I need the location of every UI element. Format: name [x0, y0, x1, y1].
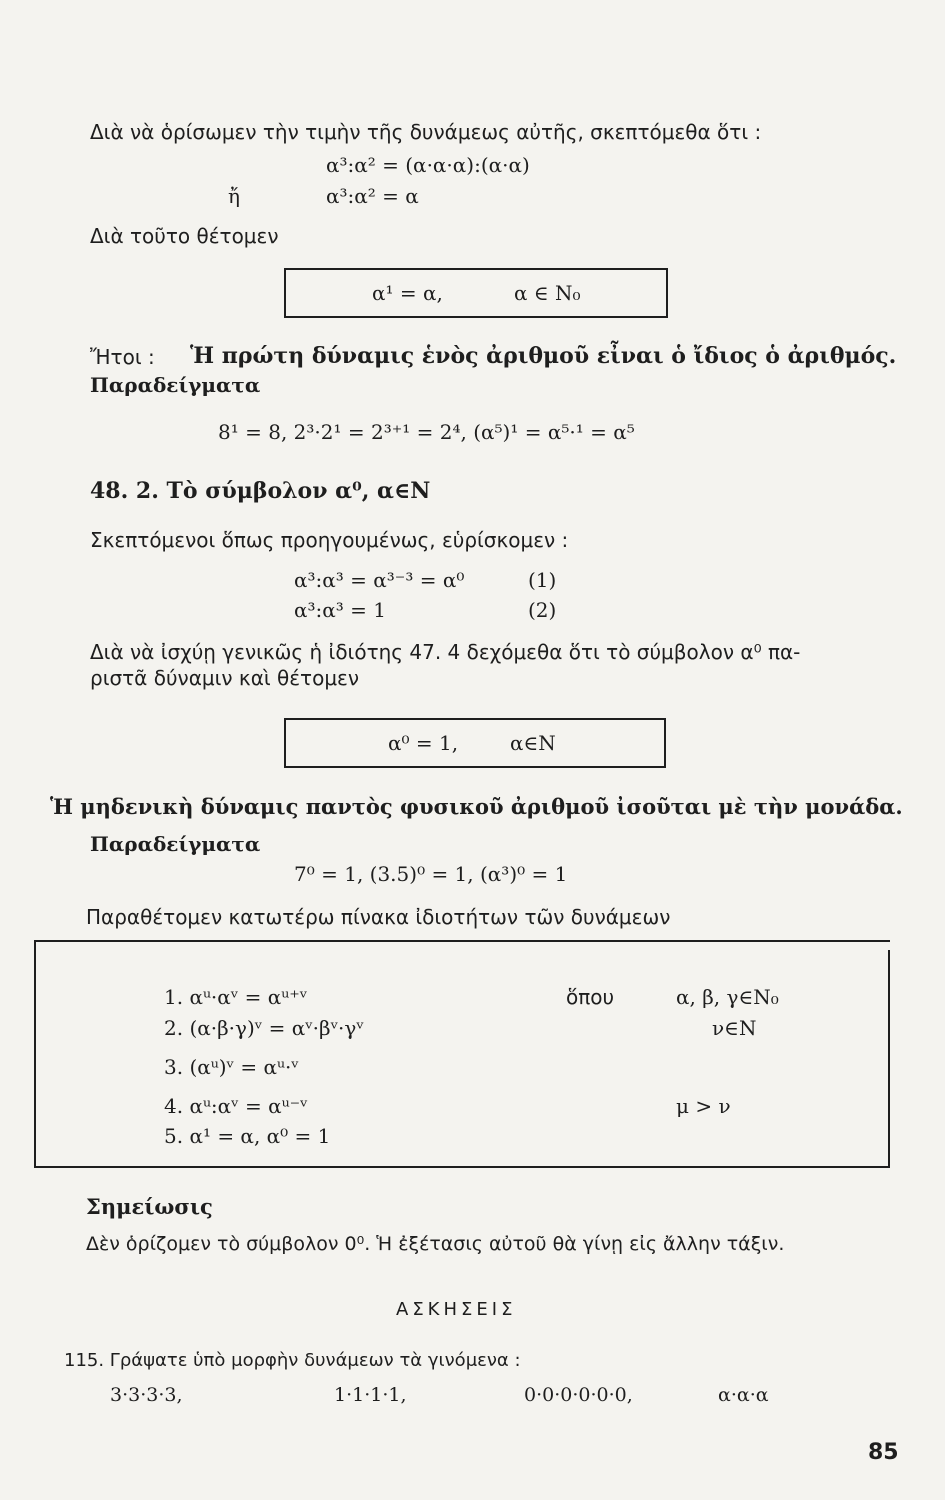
table-right-rule [888, 950, 890, 1168]
section-heading: 48. 2. Τὸ σύμβολον α⁰, α∈N [90, 478, 431, 504]
box1-formula: α¹ = α, [372, 281, 443, 305]
property-1: 1. αᵘ·αᵛ = αᵘ⁺ᵛ [164, 985, 308, 1009]
equation-3: α³:α³ = α³⁻³ = α⁰ [294, 568, 465, 592]
exercise-item-4: α·α·α [718, 1384, 769, 1406]
paragraph-2-line-1: Διὰ νὰ ἰσχύῃ γενικῶς ἡ ἰδιότης 47. 4 δεχόμεθα ὅτι τὸ σύμβολον α⁰ πα- [90, 640, 801, 664]
examples-1: 8¹ = 8, 2³·2¹ = 2³⁺¹ = 2⁴, (α⁵)¹ = α⁵·¹ = α⁵ [218, 420, 635, 444]
box2-condition: α∈N [510, 731, 556, 755]
definition-box-2 [284, 718, 666, 768]
equation-4-number: (2) [528, 598, 557, 622]
page-number: 85 [868, 1440, 899, 1465]
property-4: 4. αᵘ:αᵛ = αᵘ⁻ᵛ [164, 1094, 308, 1118]
where-condition-1: α, β, γ∈N₀ [676, 985, 779, 1009]
equation-4: α³:α³ = 1 [294, 598, 386, 622]
examples-heading-1: Παραδείγματα [90, 373, 261, 397]
exercise-item-2: 1·1·1·1, [334, 1384, 407, 1406]
table-intro: Παραθέτομεν κατωτέρω πίνακα ἰδιοτήτων τῶν δυνάμεων [86, 905, 671, 929]
property-2: 2. (α·β·γ)ᵛ = αᵛ·βᵛ·γᵛ [164, 1016, 364, 1040]
paragraph-2-line-2: ριστᾶ δύναμιν καὶ θέτομεν [90, 666, 360, 690]
statement-1: Ἡ πρώτη δύναμις ἑνὸς ἀριθμοῦ εἶναι ὁ ἴδιος ὁ ἀριθμός. [190, 343, 897, 369]
thinking-line: Σκεπτόμενοι ὅπως προηγουμένως, εὑρίσκομεν : [90, 528, 569, 552]
equation-3-number: (1) [528, 568, 557, 592]
equation-2: α³:α² = α [326, 184, 419, 208]
property-3: 3. (αᵘ)ᵛ = αᵘ·ᵛ [164, 1055, 299, 1079]
exercises-heading: ΑΣΚΗΣΕΙΣ [396, 1299, 517, 1320]
definition-box-1 [284, 268, 668, 318]
where-condition-3: μ > ν [676, 1094, 731, 1118]
exercise-115: 115. Γράψατε ὑπὸ μορφὴν δυνάμεων τὰ γινόμενα : [64, 1350, 521, 1371]
box1-condition: α ∈ N₀ [514, 281, 581, 305]
box2-formula: α⁰ = 1, [388, 731, 459, 755]
where-label: ὅπου [566, 985, 615, 1009]
where-condition-2: ν∈N [712, 1016, 757, 1040]
exercise-item-3: 0·0·0·0·0·0, [524, 1384, 633, 1406]
property-5: 5. α¹ = α, α⁰ = 1 [164, 1124, 331, 1148]
note-text: Δὲν ὁρίζομεν τὸ σύμβολον 0⁰. Ἡ ἐξέτασις αὐτοῦ θὰ γίνῃ εἰς ἄλλην τάξιν. [86, 1233, 785, 1255]
table-top-rule [34, 940, 890, 942]
note-heading: Σημείωσις [86, 1194, 213, 1219]
examples-2: 7⁰ = 1, (3.5)⁰ = 1, (α³)⁰ = 1 [294, 862, 568, 886]
statement-1-prefix: Ἤτοι : [90, 345, 155, 369]
table-left-rule [34, 940, 36, 1168]
examples-heading-2: Παραδείγματα [90, 832, 261, 856]
therefore-line: Διὰ τοῦτο θέτομεν [90, 224, 279, 248]
exercise-item-1: 3·3·3·3, [110, 1384, 183, 1406]
table-bottom-rule [34, 1166, 890, 1168]
equation-2-prefix: ἤ [228, 184, 240, 208]
intro-line: Διὰ νὰ ὁρίσωμεν τὴν τιμὴν τῆς δυνάμεως αὐτῆς, σκεπτόμεθα ὅτι : [90, 120, 762, 144]
statement-2: Ἡ μηδενικὴ δύναμις παντὸς φυσικοῦ ἀριθμοῦ ἰσοῦται μὲ τὴν μονάδα. [50, 794, 903, 819]
equation-1: α³:α² = (α·α·α):(α·α) [326, 153, 530, 177]
